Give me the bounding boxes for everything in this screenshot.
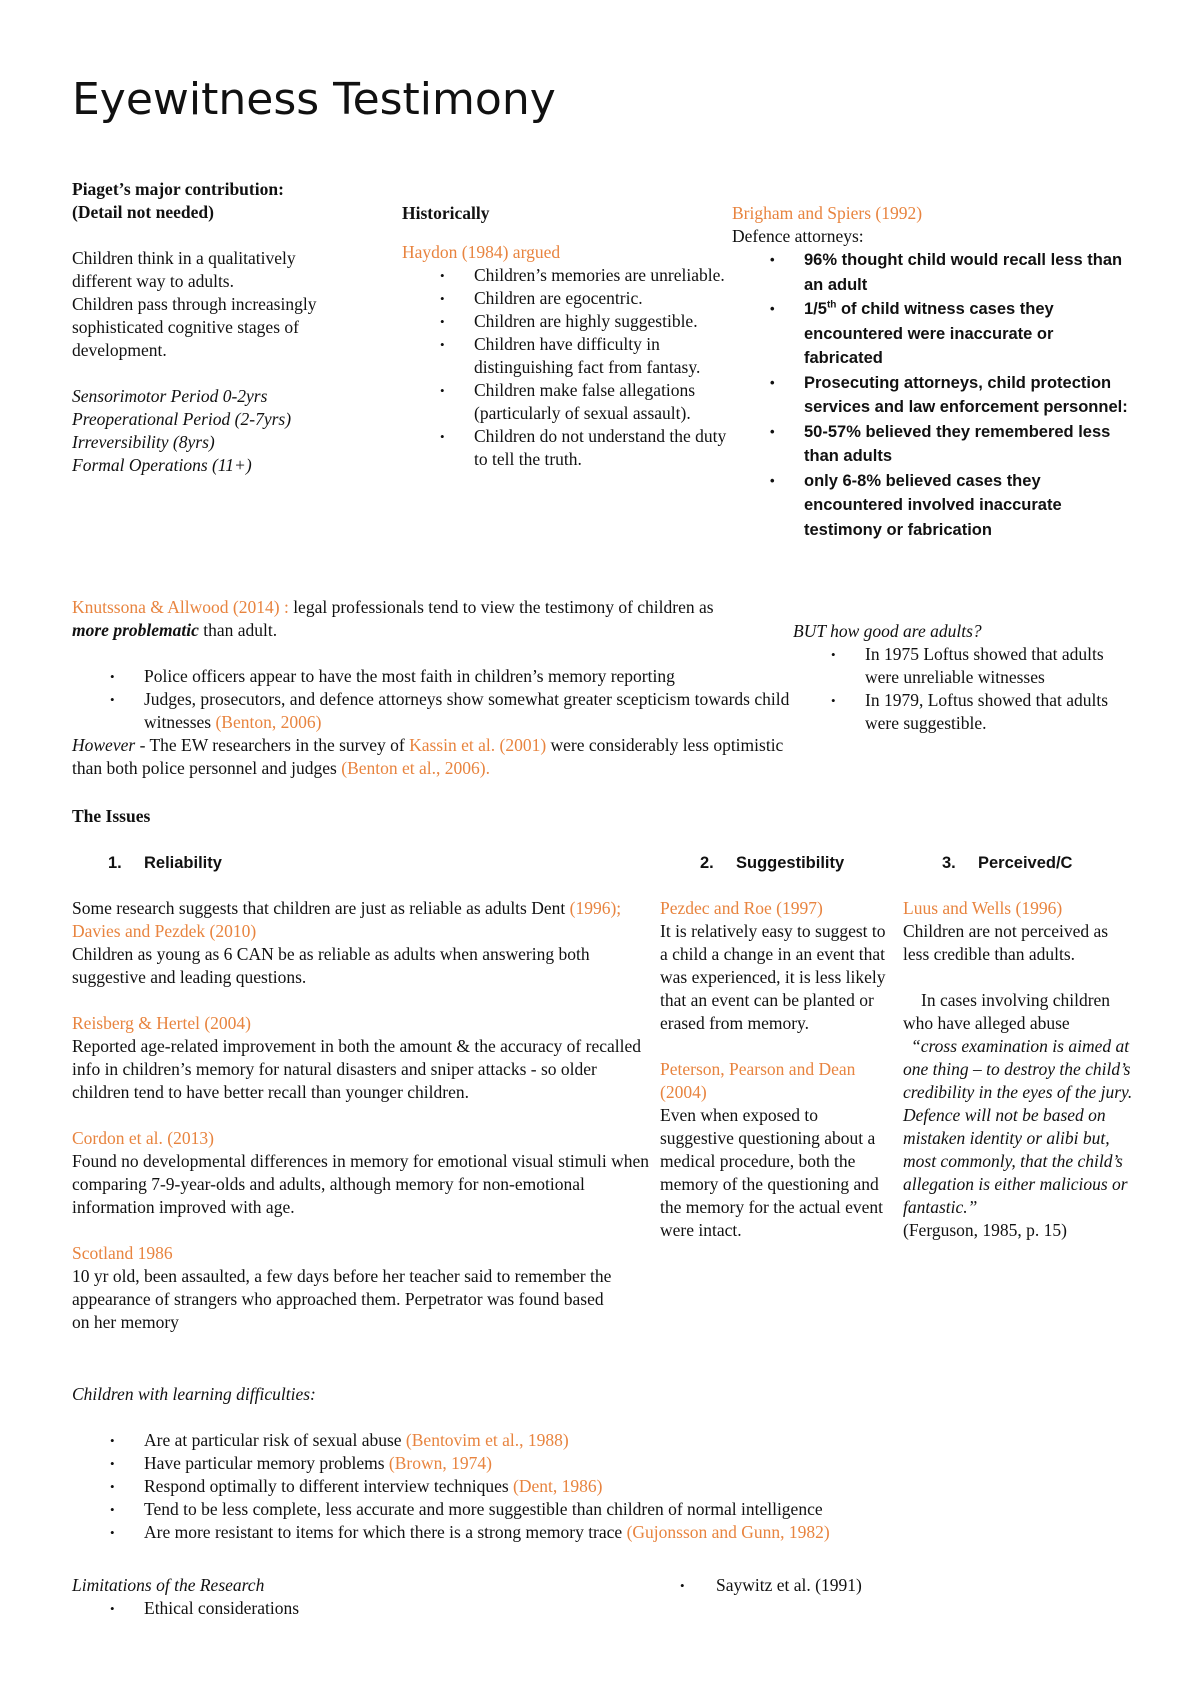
list-item: • only 6-8% believed cases they encountered involved inaccurate testimony or fabrication	[732, 469, 1132, 543]
list-item: • Children are egocentric.	[402, 287, 732, 310]
item-text: Have particular memory problems	[144, 1453, 389, 1473]
fifth-superscript: th	[826, 299, 837, 311]
list-item	[72, 688, 792, 734]
limitations-heading: Limitations of the Research	[72, 1575, 265, 1595]
knutssona-text-end: than adult.	[198, 620, 278, 640]
item-text: Are more resistant to items for which there is a strong memory trace	[144, 1522, 627, 1542]
fifth-rest: of child witness cases they encountered were inaccurate or fabricated	[804, 300, 1054, 367]
item-text: Respond optimally to different interview techniques	[144, 1476, 514, 1496]
list-item: • Ethical considerations	[72, 1597, 572, 1620]
learning-list	[72, 1429, 1132, 1544]
brigham-intro: Defence attorneys:	[732, 226, 864, 246]
limitations-list	[72, 1597, 572, 1620]
list-item	[72, 1475, 1132, 1498]
list-item	[72, 1498, 1132, 1521]
list-item	[72, 1452, 1132, 1475]
historically-list	[402, 264, 732, 471]
adults-section	[793, 620, 1133, 735]
issues-heading: The Issues	[72, 806, 151, 826]
list-item: • Police officers appear to have the most faith in children’s memory reporting	[72, 665, 792, 688]
item-citation: (Dent, 1986)	[513, 1476, 603, 1496]
item-citation: (Brown, 1974)	[388, 1453, 492, 1473]
piaget-heading: Piaget’s major contribution:	[72, 179, 284, 199]
adults-question: BUT how good are adults?	[793, 621, 982, 641]
kassin-citation: Kassin et al. (2001)	[409, 735, 547, 755]
scotland-text: 10 yr old, been assaulted, a few days before her teacher said to remember the appearance of strangers who approached them. Perpetrator was found based on her memory	[72, 1266, 612, 1332]
however-text: - The EW researchers in the survey of	[135, 735, 410, 755]
list-item: • 96% thought child would recall less than an adult	[732, 248, 1132, 297]
ferguson-citation: (Ferguson, 1985, p. 15)	[903, 1220, 1067, 1240]
reliability-text: Some research suggests that children are just as reliable as adults Dent	[72, 898, 570, 918]
page-title: Eyewitness Testimony	[72, 74, 556, 125]
issue-number: 2.	[700, 854, 714, 872]
knutssona-emphasis: more problematic	[72, 620, 199, 640]
cordon-text: Found no developmental differences in memory for emotional visual stimuli when comparing 7-9-year-olds and adults, although memory for non-emotional information improved with age.	[72, 1151, 650, 1217]
learning-section	[72, 1383, 1132, 1544]
pezdec-text: It is relatively easy to suggest to a child a change in an event that was experienced, it is less likely that an event can be planted or erased from memory.	[660, 921, 886, 1033]
knutssona-list	[72, 665, 792, 734]
adults-list	[793, 643, 1133, 735]
piaget-stage: Irreversibility (8yrs)	[72, 432, 215, 452]
however-para	[72, 734, 792, 780]
reliability-para-1	[72, 897, 652, 943]
brigham-citation: Brigham and Spiers (1992)	[732, 203, 923, 223]
issue-suggestibility-heading	[700, 852, 844, 875]
list-item	[72, 1521, 1132, 1544]
perceived-section	[903, 897, 1133, 1242]
issue-number: 3.	[942, 854, 956, 872]
benton-citation: (Benton, 2006)	[215, 712, 322, 732]
peterson-text: Even when exposed to suggestive questioning about a medical procedure, both the memory of the questioning and the memory for the actual event were intact.	[660, 1105, 884, 1240]
item-citation: (Bentovim et al., 1988)	[405, 1430, 569, 1450]
ferguson-quote: “cross examination is aimed at one thing – to destroy the child’s credibility in the eyes of the jury. Defence will not be based on mistaken identity or alibi but, most commonly, that the child’s allegation is either malicious or fantastic.”	[903, 1036, 1133, 1217]
piaget-stage: Sensorimotor Period 0-2yrs	[72, 386, 268, 406]
limitations-right	[680, 1574, 980, 1597]
peterson-citation: Peterson, Pearson and Dean (2004)	[660, 1059, 856, 1102]
cordon-citation: Cordon et al. (2013)	[72, 1128, 214, 1148]
item-text: Tend to be less complete, less accurate and more suggestible than children of normal intelligence	[144, 1499, 823, 1519]
knutssona-citation: Knutssona & Allwood (2014) :	[72, 597, 289, 617]
list-item: • Children have difficulty in distinguishing fact from fantasy.	[402, 333, 732, 379]
bullet-text: Judges, prosecutors, and defence attorneys show somewhat greater scepticism towards child witnesses	[144, 689, 790, 732]
historically-heading: Historically	[402, 203, 490, 223]
list-item: • In 1975 Loftus showed that adults were unreliable witnesses	[793, 643, 1133, 689]
item-text: Are at particular risk of sexual abuse	[144, 1430, 406, 1450]
list-item: • Children are highly suggestible.	[402, 310, 732, 333]
scotland-citation: Scotland 1986	[72, 1243, 173, 1263]
list-item: • In 1979, Loftus showed that adults were suggestible.	[793, 689, 1133, 735]
item-citation: (Gujonsson and Gunn, 1982)	[626, 1522, 830, 1542]
brigham-list	[732, 248, 1132, 542]
piaget-para-1: Children think in a qualitatively different way to adults.	[72, 248, 296, 291]
however-text-2: were considerably less optimistic than both police personnel and judges	[72, 735, 784, 778]
knutssona-text: legal professionals tend to view the testimony of children as	[288, 597, 714, 617]
piaget-para-2: Children pass through increasingly sophisticated cognitive stages of development.	[72, 294, 317, 360]
fifth-fraction: 1/5	[804, 300, 827, 318]
reisberg-text: Reported age-related improvement in both the amount & the accuracy of recalled info in children’s memory for natural disasters and sniper attacks - so older children tend to have better recall than younger children.	[72, 1036, 641, 1102]
reliability-section	[72, 897, 652, 1334]
learning-heading: Children with learning difficulties:	[72, 1384, 316, 1404]
haydon-citation: Haydon (1984) argued	[402, 242, 561, 262]
historically-section	[402, 202, 742, 471]
piaget-stage: Formal Operations (11+)	[72, 455, 252, 475]
list-item: • 50-57% believed they remembered less than adults	[732, 420, 1132, 469]
dent-citation: (1996); Davies and Pezdek (2010)	[72, 898, 622, 941]
list-item: • Children make false allegations (particularly of sexual assault).	[402, 379, 732, 425]
issue-label: Reliability	[144, 854, 222, 872]
list-item: • Children do not understand the duty to tell the truth.	[402, 425, 732, 471]
benton-2006-citation: (Benton et al., 2006).	[341, 758, 490, 778]
luus-citation: Luus and Wells (1996)	[903, 898, 1063, 918]
issue-perceived-heading	[942, 852, 1072, 875]
piaget-subheading: (Detail not needed)	[72, 202, 214, 222]
cases-text: In cases involving children who have alleged abuse	[903, 990, 1111, 1033]
issue-number: 1.	[108, 854, 122, 872]
list-item	[732, 297, 1132, 371]
piaget-section	[72, 178, 372, 477]
list-item	[72, 1429, 1132, 1452]
brigham-section	[732, 202, 1132, 542]
knutssona-section	[72, 596, 792, 780]
knutssona-para	[72, 596, 732, 642]
pezdec-citation: Pezdec and Roe (1997)	[660, 898, 823, 918]
list-item: • Prosecuting attorneys, child protection services and law enforcement personnel:	[732, 371, 1132, 420]
limitations-right-list	[680, 1574, 980, 1597]
however-word: However	[72, 735, 136, 755]
issue-label: Perceived/C	[978, 854, 1073, 872]
piaget-stage: Preoperational Period (2-7yrs)	[72, 409, 292, 429]
issue-label: Suggestibility	[736, 854, 845, 872]
limitations-section	[72, 1574, 572, 1620]
issue-reliability-heading	[108, 852, 222, 875]
list-item: • Children’s memories are unreliable.	[402, 264, 732, 287]
reisberg-citation: Reisberg & Hertel (2004)	[72, 1013, 252, 1033]
luus-text: Children are not perceived as less credible than adults.	[903, 921, 1109, 964]
reliability-para-2: Children as young as 6 CAN be as reliable as adults when answering both suggestive and leading questions.	[72, 944, 590, 987]
list-item: • Saywitz et al. (1991)	[680, 1574, 980, 1597]
suggestibility-section	[660, 897, 894, 1242]
